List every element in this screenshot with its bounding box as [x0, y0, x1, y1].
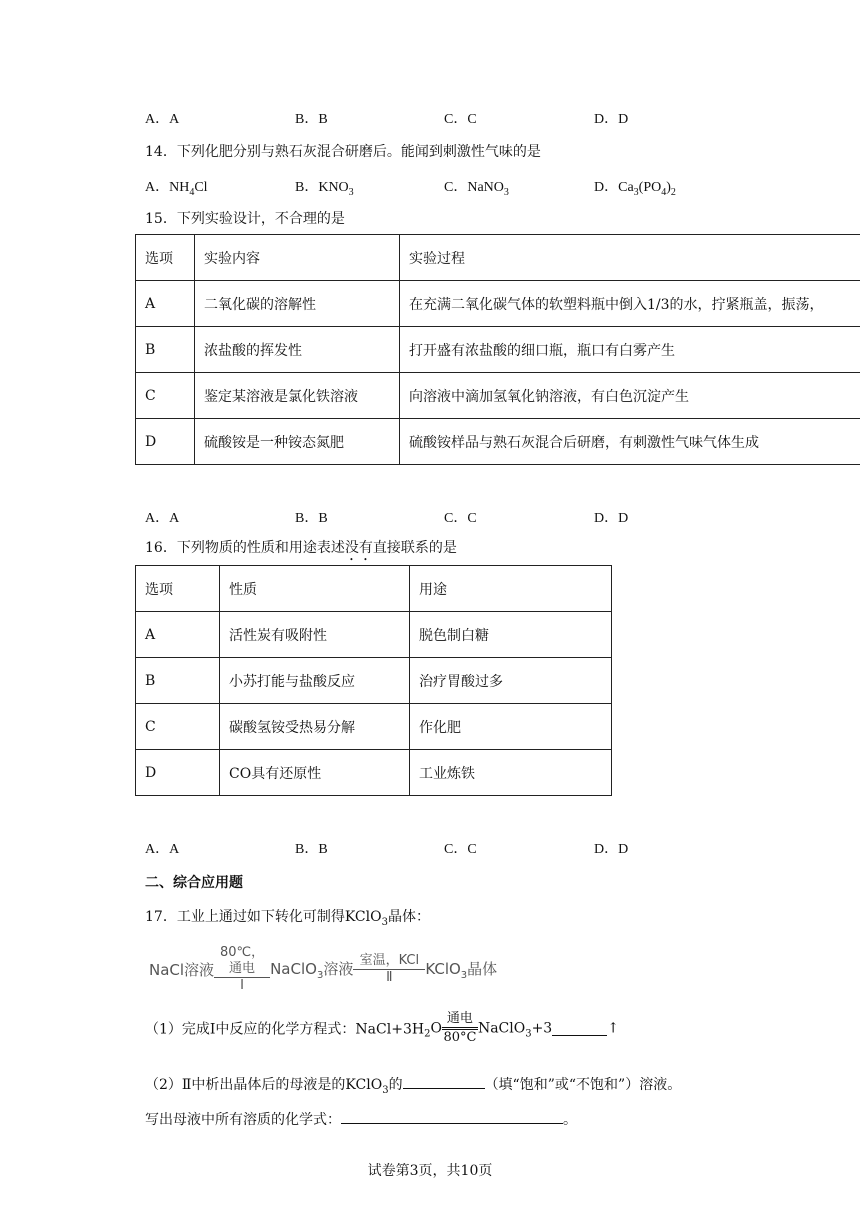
table-header-row	[136, 566, 612, 612]
table-header-cell: 选项	[136, 235, 195, 281]
scheme-arrow-2: $\frac{\text{室温，KCl}}{\text{Ⅱ}}$	[353, 953, 425, 986]
table-cell: 脱色制白糖	[410, 612, 612, 658]
q15-option-a: A．A	[145, 511, 180, 526]
scheme-end: KClO$_3$晶体	[425, 960, 498, 981]
table-cell: 工业炼铁	[410, 750, 612, 796]
table-header-cell: 性质	[220, 566, 410, 612]
scheme-mid: NaClO$_3$溶液	[270, 960, 354, 981]
emphasis-text: 没有	[344, 540, 373, 556]
q15-option-b: B．B	[295, 511, 328, 526]
table-cell: 碳酸氢铵受热易分解	[220, 704, 410, 750]
table-cell: 打开盛有浓盐酸的细口瓶，瓶口有白雾产生	[400, 327, 860, 373]
q15-stem: 15．下列实验设计，不合理的是	[145, 211, 345, 227]
q13-option-a: A．A	[145, 112, 180, 127]
q16-option-d: D．D	[594, 842, 629, 857]
q15-option-d: D．D	[594, 511, 629, 526]
scheme-arrow-1: $\frac{\text{80℃，通电}}{\text{Ⅰ}}$	[214, 945, 270, 994]
table-row	[136, 704, 612, 750]
table-row	[136, 281, 860, 327]
table-cell: 硫酸铵样品与熟石灰混合后研磨，有刺激性气味气体生成	[400, 419, 860, 465]
q14-option-a: A．$NH_4Cl$	[145, 180, 208, 198]
table-cell: C	[136, 704, 220, 750]
table-row	[136, 750, 612, 796]
table-cell: 在充满二氧化碳气体的软塑料瓶中倒入1/3的水，拧紧瓶盖，振荡，	[400, 281, 860, 327]
q15-option-c: C．C	[444, 511, 477, 526]
table-row	[136, 419, 860, 465]
section-heading: 二、综合应用题	[145, 875, 243, 891]
q16-option-c: C．C	[444, 842, 477, 857]
table-cell: D	[136, 750, 220, 796]
q14-option-d: D．$Ca_3(PO_4)_2$	[594, 180, 676, 198]
q15-table	[135, 234, 860, 465]
q16-option-b: B．B	[295, 842, 328, 857]
table-cell: 浓盐酸的挥发性	[195, 327, 400, 373]
scheme-start: NaCl溶液	[149, 961, 215, 979]
answer-blank-2[interactable]	[403, 1074, 485, 1089]
table-header-cell: 用途	[410, 566, 612, 612]
table-cell: 作化肥	[410, 704, 612, 750]
table-cell: A	[136, 281, 195, 327]
table-cell: B	[136, 327, 195, 373]
table-cell: CO具有还原性	[220, 750, 410, 796]
table-cell: A	[136, 612, 220, 658]
reaction-scheme	[149, 945, 497, 994]
q16-table	[135, 565, 612, 796]
answer-blank-1[interactable]	[552, 1021, 607, 1036]
table-cell: B	[136, 658, 220, 704]
table-row	[136, 327, 860, 373]
table-cell: 二氧化碳的溶解性	[195, 281, 400, 327]
table-cell: 活性炭有吸附性	[220, 612, 410, 658]
q16-stem: 16．下列物质的性质和用途表述没有直接联系的是	[145, 540, 457, 556]
table-cell: 小苏打能与盐酸反应	[220, 658, 410, 704]
page-footer: 试卷第3页，共10页	[367, 1163, 493, 1179]
table-header-cell: 选项	[136, 566, 220, 612]
q16-option-a: A．A	[145, 842, 180, 857]
table-cell: 向溶液中滴加氢氧化钠溶液，有白色沉淀产生	[400, 373, 860, 419]
table-cell: D	[136, 419, 195, 465]
table-cell: 治疗胃酸过多	[410, 658, 612, 704]
table-row	[136, 612, 612, 658]
q13-option-c: C．C	[444, 112, 477, 127]
q14-stem: 14．下列化肥分别与熟石灰混合研磨后。能闻到刺激性气味的是	[145, 144, 541, 160]
answer-blank-3[interactable]	[341, 1109, 563, 1124]
q14-option-b: B．$KNO_3$	[295, 180, 354, 198]
table-header-cell: 实验过程	[400, 235, 860, 281]
table-cell: 鉴定某溶液是氯化铁溶液	[195, 373, 400, 419]
table-cell: 硫酸铵是一种铵态氮肥	[195, 419, 400, 465]
table-row	[136, 658, 612, 704]
q17-part2: （2）Ⅱ中析出晶体后的母液是的KClO$_3$的 （填“饱和”或“不饱和”）溶液。	[145, 1074, 681, 1096]
q13-option-d: D．D	[594, 112, 629, 127]
q17-stem: 17．工业上通过如下转化可制得KClO$_3$晶体：	[145, 909, 430, 928]
reaction-condition: $\frac{\text{通电}}{80^\circ C}$	[443, 1011, 477, 1045]
table-row	[136, 373, 860, 419]
table-header-row	[136, 235, 860, 281]
q17-part1: （1）完成Ⅰ中反应的化学方程式：$NaCl+3H_2O$ $\frac{\text{通电}}{80^\circ C}$ NaClO$_3$+3 ↑	[145, 1011, 619, 1045]
table-cell: C	[136, 373, 195, 419]
q14-option-c: C．NaNO$_3$	[444, 180, 509, 198]
q17-part2-formula: 写出母液中所有溶质的化学式： 。	[145, 1109, 577, 1129]
q13-option-b: B．B	[295, 112, 328, 127]
table-header-cell: 实验内容	[195, 235, 400, 281]
